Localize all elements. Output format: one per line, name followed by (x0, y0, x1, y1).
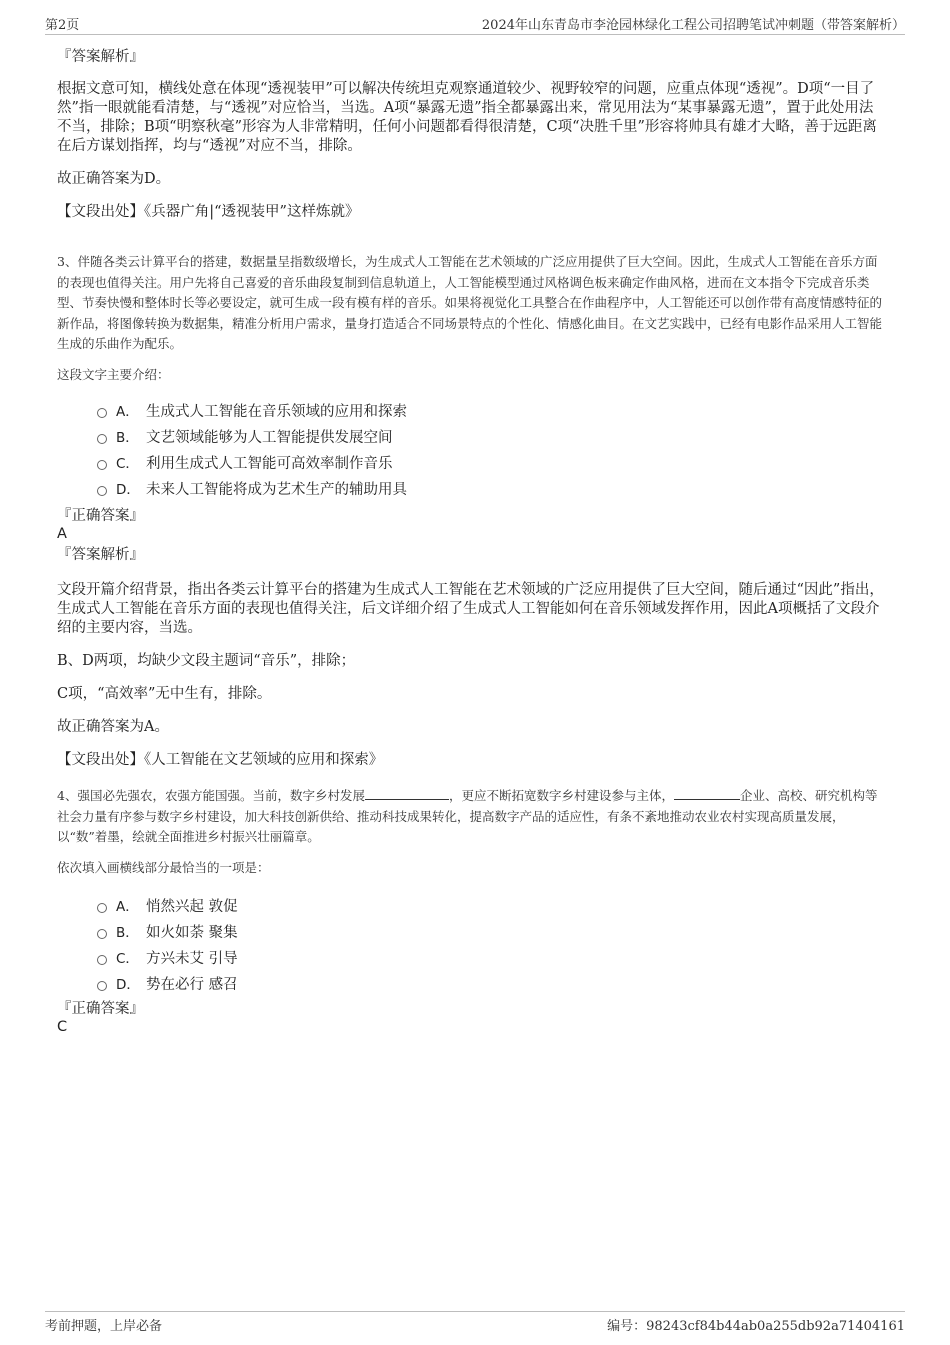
footer-slogan: 考前押题，上岸必备 (45, 1319, 163, 1334)
q4-stem (57, 786, 887, 848)
option-key: D． (116, 482, 140, 498)
option-key: D． (116, 977, 140, 993)
q4-question: 依次填入画横线部分最恰当的一项是： (57, 860, 270, 875)
q3-conclusion: 故正确答案为A。 (57, 719, 169, 735)
option-key: B． (116, 430, 139, 446)
q3-question: 这段文字主要介绍： (57, 367, 170, 382)
radio-icon[interactable] (97, 981, 107, 991)
option-text: 生成式人工智能在音乐领域的应用和探索 (146, 403, 407, 420)
q4-option-b[interactable] (97, 918, 238, 944)
q4-stem-part3: 企业、高校、研究机构等社会力量有序参与数字乡村建设，加大科技创新供给、推动科技成果转化，提高数字产品的适应性，有条不紊地推动农业农村实现高质量发展，以“数”着墨，绘就全面推进乡村振兴壮丽篇章。 (57, 788, 878, 844)
q4-stem-part1: 4、强国必先强农，农强方能国强。当前，数字乡村发展 (57, 788, 365, 803)
q4-option-c[interactable] (97, 944, 238, 970)
option-text: 利用生成式人工智能可高效率制作音乐 (146, 455, 393, 472)
q4-correct-label: 『正确答案』 (57, 1001, 144, 1017)
option-key: A． (116, 404, 139, 420)
radio-icon[interactable] (97, 408, 107, 418)
option-text: 势在必行 感召 (146, 976, 238, 993)
q2-conclusion: 故正确答案为D。 (57, 171, 171, 187)
document-title: 2024年山东青岛市李沧园林绿化工程公司招聘笔试冲刺题（带答案解析） (481, 18, 905, 33)
page-number: 第2页 (45, 18, 80, 33)
q3-option-a[interactable] (97, 397, 407, 423)
q3-options (97, 397, 407, 501)
option-key: C． (116, 456, 139, 472)
q4-blank-2 (674, 786, 740, 800)
q3-analysis-c: C项，“高效率”无中生有，排除。 (57, 686, 272, 702)
q3-correct-answer: A (57, 526, 67, 542)
option-key: B． (116, 925, 139, 941)
q2-analysis-label: 『答案解析』 (57, 49, 144, 65)
q3-correct-label: 『正确答案』 (57, 508, 144, 524)
q3-option-b[interactable] (97, 423, 407, 449)
page-header (45, 12, 905, 35)
radio-icon[interactable] (97, 460, 107, 470)
option-text: 悄然兴起 敦促 (146, 898, 238, 915)
q3-source: 【文段出处】《人工智能在文艺领域的应用和探索》 (57, 752, 384, 768)
q4-option-d[interactable] (97, 970, 238, 996)
q3-analysis-label: 『答案解析』 (57, 547, 144, 563)
radio-icon[interactable] (97, 486, 107, 496)
q4-options (97, 892, 238, 996)
q3-option-c[interactable] (97, 449, 407, 475)
q4-blank-1 (365, 786, 449, 800)
footer-serial: 编号：98243cf84b44ab0a255db92a71404161 (607, 1319, 905, 1334)
radio-icon[interactable] (97, 929, 107, 939)
q4-correct-answer: C (57, 1019, 68, 1035)
q4-option-a[interactable] (97, 892, 238, 918)
option-key: A． (116, 899, 139, 915)
page-footer (45, 1311, 905, 1336)
option-text: 如火如荼 聚集 (146, 924, 238, 941)
option-text: 方兴未艾 引导 (146, 950, 238, 967)
radio-icon[interactable] (97, 903, 107, 913)
q3-option-d[interactable] (97, 475, 407, 501)
q2-source: 【文段出处】《兵器广角|“透视装甲”这样炼就》 (57, 204, 360, 220)
q3-analysis-bd: B、D两项，均缺少文段主题词“音乐”，排除； (57, 653, 356, 669)
radio-icon[interactable] (97, 434, 107, 444)
option-text: 未来人工智能将成为艺术生产的辅助用具 (146, 481, 407, 498)
option-key: C． (116, 951, 139, 967)
q3-stem: 3、伴随各类云计算平台的搭建，数据量呈指数级增长，为生成式人工智能在艺术领域的广泛应用提供了巨大空间。因此，生成式人工智能在音乐方面的表现也值得关注。用户先将自己喜爱的音乐曲段复制到信息轨道上，人工智能模型通过风格调色板来确定作曲风格，进而在文本指令下完成音乐类型、节奏快慢和整体时长等必要设定，就可生成一段有模有样的音乐。如果将视觉化工具整合在作曲程序中，人工智能还可以创作带有高度情感特征的新作品，将图像转换为数据集，精准分析用户需求，量身打造适合不同场景特点的个性化、情感化曲目。在文艺实践中，已经有电影作品采用人工智能生成的乐曲作为配乐。 (57, 254, 883, 351)
q4-stem-part2: ，更应不断拓宽数字乡村建设参与主体， (448, 788, 674, 803)
option-text: 文艺领域能够为人工智能提供发展空间 (146, 429, 393, 446)
radio-icon[interactable] (97, 955, 107, 965)
q3-analysis-text: 文段开篇介绍背景，指出各类云计算平台的搭建为生成式人工智能在艺术领域的广泛应用提供了巨大空间，随后通过“因此”指出，生成式人工智能在音乐方面的表现也值得关注，后文详细介绍了生成式人工智能如何在音乐领域发挥作用，因此A项概括了文段介绍的主要内容，当选。 (57, 582, 884, 636)
q2-analysis-text: 根据文意可知，横线处意在体现“透视装甲”可以解决传统坦克观察通道较少、视野较窄的问题，应重点体现“透视”。D项“一目了然”指一眼就能看清楚，与“透视”对应恰当，当选。A项“暴露无遗”指全都暴露出来，常见用法为“某事暴露无遗”，置于此处用法不当，排除；B项“明察秋毫”形容为人非常精明，任何小问题都看得很清楚，C项“决胜千里”形容将帅具有雄才大略，善于远距离在后方谋划指挥，均与“透视”对应不当，排除。 (57, 81, 877, 154)
